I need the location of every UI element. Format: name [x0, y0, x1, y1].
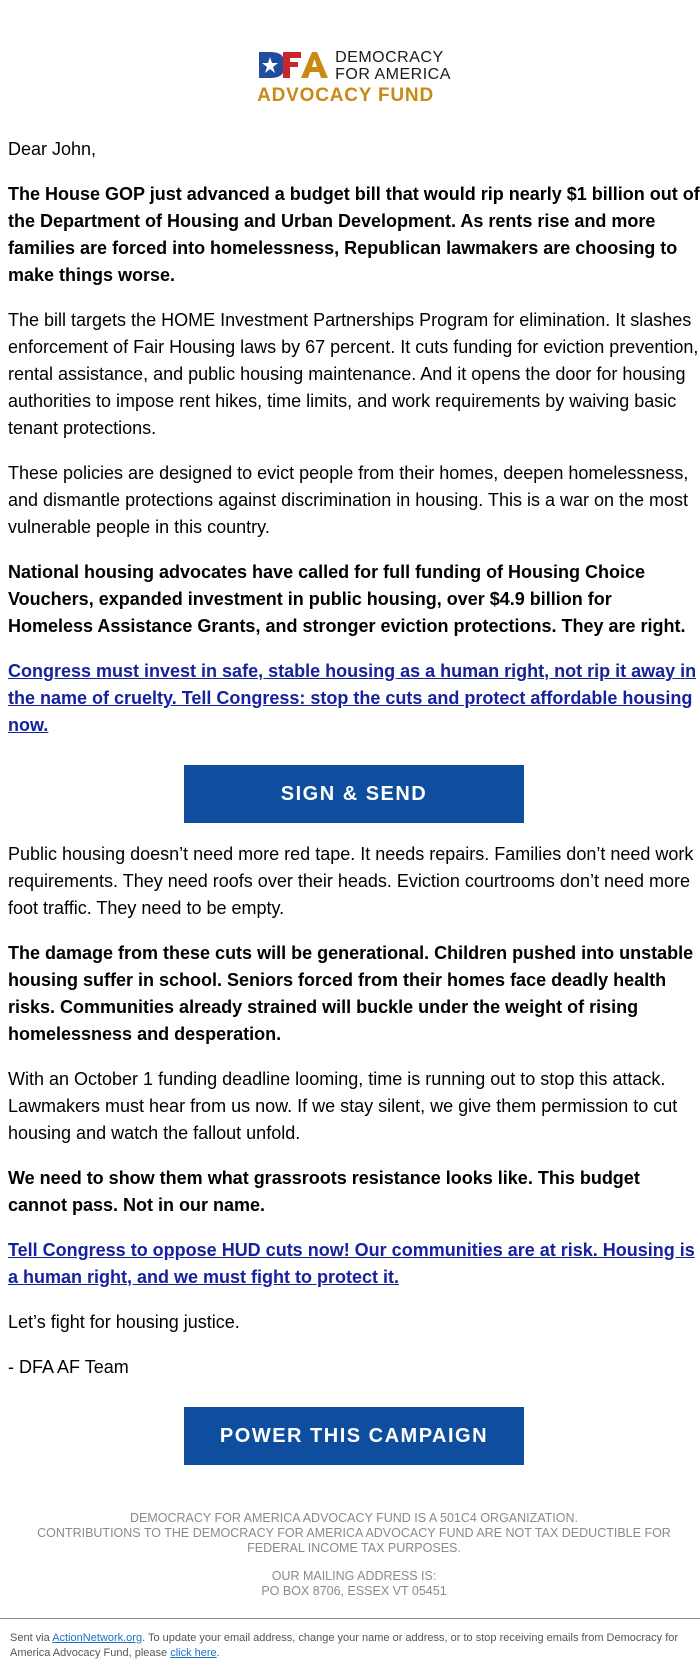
logo-for-america: FOR AMERICA — [335, 66, 451, 83]
paragraph-policies: These policies are designed to evict people from their homes, deepen homelessness, and dismantle protections against discrimination in housing. This is a war on the most vulnerable people in this country. — [8, 463, 689, 537]
email-body — [8, 0, 700, 1661]
power-campaign-button[interactable]: POWER THIS CAMPAIGN — [184, 1407, 524, 1465]
sent-via-label: Sent via — [10, 1632, 50, 1644]
paragraph-advocates: National housing advocates have called for full funding of Housing Choice Vouchers, expanded investment in public housing, over $4.9 billion for Homeless Assistance Grants, and stronger eviction protections. They are right. — [8, 562, 686, 636]
footer-address-label: OUR MAILING ADDRESS IS: — [271, 1569, 437, 1583]
period: . — [216, 1647, 220, 1659]
congress-invest-link[interactable]: Congress must invest in safe, stable housing as a human right, not rip it away in the name of cruelty. Tell Congress: stop the cuts and protect affordable housing now. — [8, 661, 697, 735]
paragraph-intro: The House GOP just advanced a budget bill that would rip nearly $1 billion out of the Department of Housing and Urban Development. As rents rise and more families are forced into homelessness, Republican lawmakers are choosing to make things worse. — [8, 184, 700, 285]
footer — [8, 1511, 700, 1599]
logo-democracy: DEMOCRACY — [335, 49, 444, 66]
oppose-hud-cuts-link[interactable]: Tell Congress to oppose HUD cuts now! Our communities are at risk. Housing is a human right, and we must fight to protect it. — [8, 1240, 695, 1287]
logo — [8, 0, 700, 106]
click-here-link[interactable]: click here — [170, 1647, 217, 1659]
action-network-link[interactable]: ActionNetwork.org — [52, 1632, 143, 1644]
unsubscribe-text: . To update your email address, change your name or address, or to stop receiving emails from Democracy for America Advocacy Fund, please — [10, 1632, 679, 1659]
dfa-logo-icon — [257, 48, 329, 82]
paragraph-public-housing: Public housing doesn’t need more red tape. It needs repairs. Families don’t need work requirements. They need roofs over their heads. Eviction courtrooms don’t need more foot traffic. They need to be empty. — [8, 844, 694, 918]
footer-address: PO BOX 8706, ESSEX VT 05451 — [261, 1584, 447, 1598]
signoff: - DFA AF Team — [8, 1357, 129, 1377]
paragraph-deadline: With an October 1 funding deadline looming, time is running out to stop this attack. Lawmakers must hear from us now. If we stay silent, we give them permission to cut housing and watch the fallout unfold. — [8, 1069, 678, 1143]
footer-org-line: DEMOCRACY FOR AMERICA ADVOCACY FUND IS A 501C4 ORGANIZATION. — [129, 1511, 579, 1525]
paragraph-bill-targets: The bill targets the HOME Investment Partnerships Program for elimination. It slashes enforcement of Fair Housing laws by 67 percent. It cuts funding for eviction prevention, rental assistance, and public housing maintenance. And it opens the door for housing authorities to impose rent hikes, time limits, and work requirements by waiving basic tenant protections. — [8, 310, 699, 438]
paragraph-fight: Let’s fight for housing justice. — [8, 1312, 240, 1332]
paragraph-grassroots: We need to show them what grassroots resistance looks like. This budget cannot pass. Not in our name. — [8, 1168, 640, 1215]
paragraph-damage: The damage from these cuts will be generational. Children pushed into unstable housing suffer in school. Seniors forced from their homes face deadly health risks. Communities already strained will buckle under the weight of rising homelessness and desperation. — [8, 943, 694, 1044]
footer-tax-line: CONTRIBUTIONS TO THE DEMOCRACY FOR AMERICA ADVOCACY FUND ARE NOT TAX DEDUCTIBLE FOR FEDERAL INCOME TAX PURPOSES. — [37, 1526, 671, 1555]
logo-advocacy-fund: ADVOCACY FUND — [257, 85, 434, 106]
unsubscribe-notice — [8, 1619, 700, 1661]
greeting: Dear John, — [8, 139, 97, 159]
sign-send-button[interactable]: SIGN & SEND — [184, 765, 524, 823]
